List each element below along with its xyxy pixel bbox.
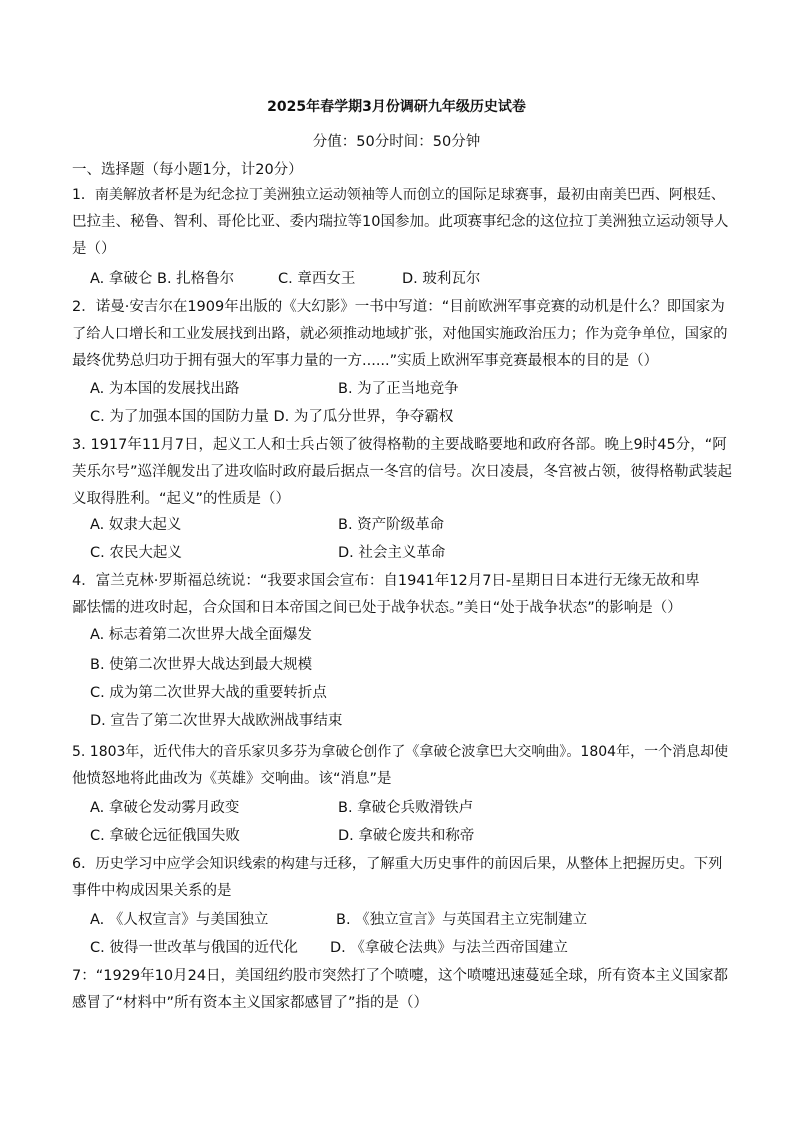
question-6-line-2: 事件中构成因果关系的是 [72,883,232,899]
question-6-option-a: A. 《人权宣言》与美国独立 [90,912,269,928]
question-2-option-b: B. 为了正当地竞争 [338,381,459,397]
question-6-option-c: C. 彼得一世改革与俄国的近代化 [90,940,298,956]
question-3-line-2: 芙乐尔号”巡洋舰发出了进攻临时政府最后据点一冬宫的信号。次日凌晨，冬宫被占领，彼得格勒武装起 [72,464,733,480]
question-4-line-2: 鄙怯懦的进攻时起，合众国和日本帝国之间已处于战争状态。”美日“处于战争状态”的影响是（） [72,600,682,616]
question-5-option-a: A. 拿破仑发动雾月政变 [90,800,240,816]
question-1-line-2: 巴拉圭、秘鲁、智利、哥伦比亚、委内瑞拉等10国参加。此项赛事纪念的这位拉丁美洲独立运动领导人 [72,214,729,230]
question-2-line-1: 2．诺曼·安吉尔在1909年出版的《大幻影》一书中写道：“目前欧洲军事竞赛的动机是什么？即国家为 [72,299,725,315]
question-6-line-1: 6．历史学习中应学会知识线索的构建与迁移，了解重大历史事件的前因后果，从整体上把握历史。下列 [72,856,723,872]
question-2-option-cd: C. 为了加强本国的国防力量 D. 为了瓜分世界，争夺霸权 [90,409,454,425]
question-5-option-d: D. 拿破仑废共和称帝 [338,828,475,844]
question-3-option-d: D. 社会主义革命 [338,545,446,561]
question-7-line-2: 感冒了“材料中”所有资本主义国家都感冒了”指的是（） [72,995,429,1011]
question-3-option-c: C. 农民大起义 [90,545,182,561]
question-3-option-b: B. 资产阶级革命 [338,517,445,533]
question-3-line-1: 3. 1917年11月7日，起义工人和士兵占领了彼得格勒的主要战略要地和政府各部。晚上9时45分，“阿 [72,437,727,453]
question-5-option-b: B. 拿破仑兵败滑铁卢 [338,800,474,816]
question-5-option-c: C. 拿破仑远征俄国失败 [90,828,240,844]
question-2-line-3: 最终优势总归功于拥有强大的军事力量的一方......”实质上欧洲军事竞赛最根本的目的是（） [72,353,659,369]
question-1-option-d: D. 玻利瓦尔 [402,271,481,287]
question-1-line-1: 1．南美解放者杯是为纪念拉丁美洲独立运动领袖等人而创立的国际足球赛事，最初由南美巴西、阿根廷、 [72,187,725,203]
question-5-line-1: 5. 1803年，近代伟大的音乐家贝多芬为拿破仑创作了《拿破仑波拿巴大交响曲》。1804年，一个消息却使 [72,744,729,760]
section-heading: 一、选择题（每小题1分，计20分） [72,162,303,178]
page-title: 2025年春学期3月份调研九年级历史试卷 [267,99,526,115]
question-4-option-c: C. 成为第二次世界大战的重要转折点 [90,685,327,701]
question-4-line-1: 4．富兰克林·罗斯福总统说：“我要求国会宣布：自1941年12月7日-星期日日本进行无缘无故和卑 [72,573,700,589]
question-6-option-b: B. 《独立宣言》与英国君主立宪制建立 [336,912,588,928]
score-time-info: 分值：50分时间：50分钟 [312,134,481,150]
question-1-option-c: C. 章西女王 [278,271,356,287]
question-4-option-b: B. 使第二次世界大战达到最大规模 [90,657,313,673]
question-4-option-d: D. 宣告了第二次世界大战欧洲战事结束 [90,713,343,729]
question-2-line-2: 了给人口增长和工业发展找到出路，就必须推动地域扩张，对他国实施政治压力；作为竞争单位，国家的 [72,326,728,342]
question-3-line-3: 义取得胜利。“起义”的性质是（） [72,491,291,507]
question-6-option-d: D. 《拿破仑法典》与法兰西帝国建立 [330,940,568,956]
question-1-option-ab: A. 拿破仑 B. 扎格鲁尔 [90,271,235,287]
question-1-line-3: 是（） [72,241,116,257]
question-7-line-1: 7：“1929年10月24日，美国纽约股市突然打了个喷嚏，这个喷嚏迅速蔓延全球，所有资本主义国家都 [72,968,729,984]
question-5-line-2: 他愤怒地将此曲改为《英雄》交响曲。该“消息”是 [72,771,392,787]
question-4-option-a: A. 标志着第二次世界大战全面爆发 [90,627,312,643]
question-2-option-a: A. 为本国的发展找出路 [90,381,240,397]
question-3-option-a: A. 奴隶大起义 [90,517,182,533]
